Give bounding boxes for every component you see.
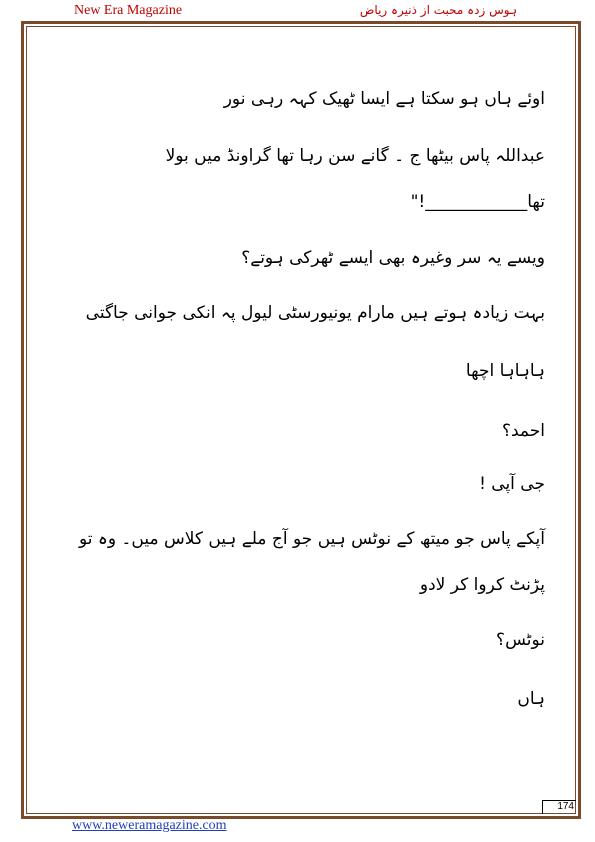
page-number: 174	[557, 801, 574, 812]
text-line: ویسے یہ سر وغیرہ بھی ایسے ٹھرکی ہوتے؟	[241, 248, 545, 268]
text-line: ہاہاہا اچھا	[465, 361, 545, 381]
text-line: ہاں	[517, 689, 545, 709]
text-line: اوئے ہاں ہو سکتا ہے ایسا ٹھیک کہہ رہی نور	[223, 89, 545, 109]
novel-title: ہوس زدہ محبت از ذنیرہ ریاض	[359, 3, 517, 17]
text-line: بہت زیادہ ہوتے ہیں مارام یونیورسٹی لیول پہ انکی جوانی جاگتی	[85, 303, 545, 323]
text-line: آپکے پاس جو میتھ کے نوٹس ہیں جو آج ملے ہیں کلاس میں۔ وہ تو	[78, 529, 545, 549]
page-number-box	[542, 800, 576, 814]
magazine-name: New Era Magazine	[74, 3, 183, 18]
website-link[interactable]: www.neweramagazine.com	[72, 818, 227, 833]
text-line: عبداللہ پاس بیٹھا ج ۔ گانے سن رہا تھا گراونڈ میں بولا	[165, 146, 545, 166]
text-line: نوٹس؟	[496, 630, 545, 650]
text-line: احمد؟	[501, 421, 545, 441]
text-line: جی آپی !	[479, 474, 545, 494]
text-line: پڑنٹ کروا کر لادو	[419, 575, 545, 595]
text-line: تھا____________!"	[410, 192, 545, 212]
